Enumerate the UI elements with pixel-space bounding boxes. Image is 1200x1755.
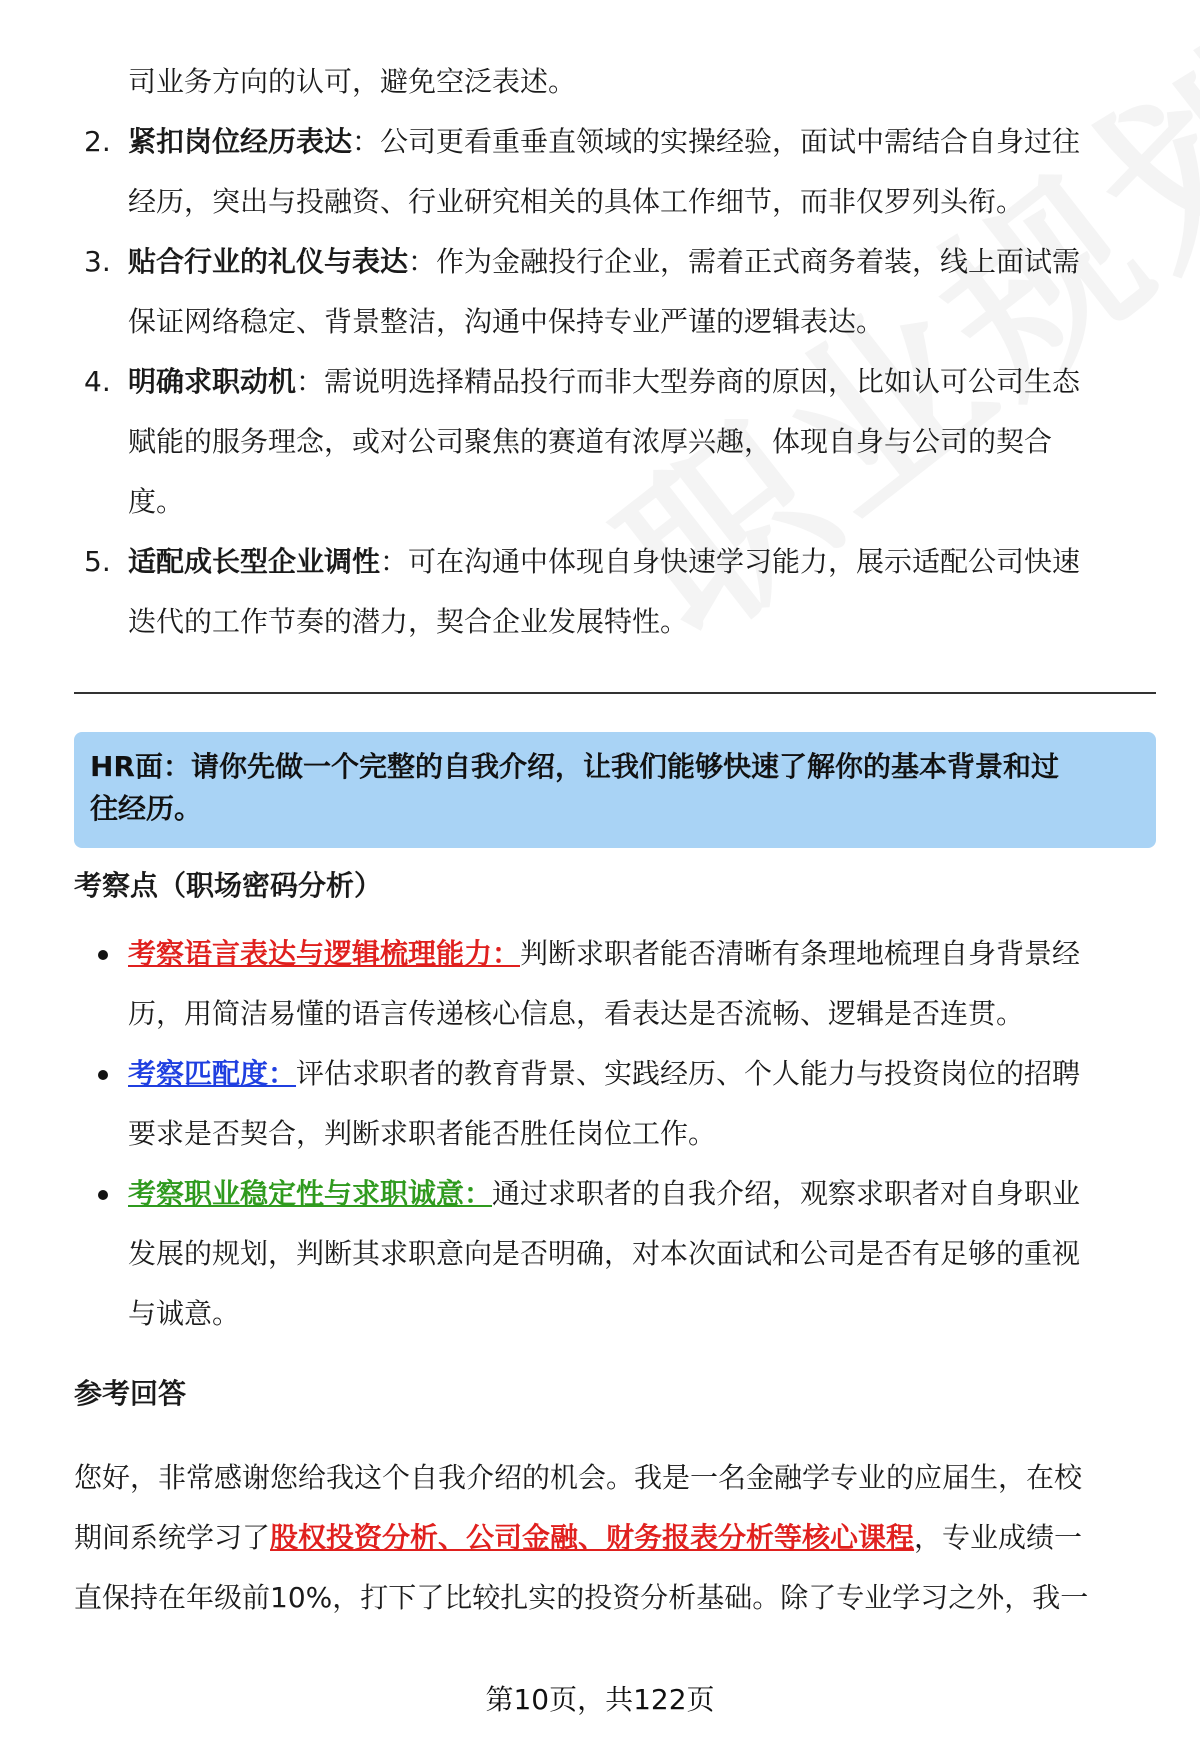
item-number: 2. [84,125,111,158]
page-footer: 第10页，共122页 [485,1683,715,1716]
item-number: 5. [84,545,111,578]
item-number: 4. [84,365,111,398]
question-line: 往经历。 [90,792,203,825]
point-label: 考察职业稳定性与求职诚意： [128,1177,493,1210]
list-item: 考察匹配度：评估求职者的教育背景、实践经历、个人能力与投资岗位的招聘 要求是否契合，判断求职者能否胜任岗位工作。 [74,1044,1156,1164]
numbered-list [74,112,1156,652]
question-callout [74,732,1156,848]
question-line: HR面：请你先做一个完整的自我介绍，让我们能够快速了解你的基本背景和过 [90,750,1059,783]
list-item: 考察语言表达与逻辑梳理能力：判断求职者能否清晰有条理地梳理自身背景经 历，用简洁易懂的语言传递核心信息，看表达是否流畅、逻辑是否连贯。 [74,924,1156,1044]
bullet-dot-icon [74,1164,128,1224]
list-item: 2. 紧扣岗位经历表达：公司更看重垂直领域的实操经验，面试中需结合自身过往 经历，突出与投融资、行业研究相关的具体工作细节，而非仅罗列头衔。 [74,112,1156,232]
bullet-dot-icon [74,924,128,984]
item-title: 紧扣岗位经历表达 [128,125,353,158]
bullet-dot-icon [74,1044,128,1104]
bullet-list [74,924,1156,1344]
list-item: 3. 贴合行业的礼仪与表达：作为金融投行企业，需着正式商务着装，线上面试需 保证网络稳定、背景整洁，沟通中保持专业严谨的逻辑表达。 [74,232,1156,352]
kaocha-heading: 考察点（职场密码分析） [74,869,383,902]
list-item: 考察职业稳定性与求职诚意：通过求职者的自我介绍，观察求职者对自身职业 发展的规划，判断其求职意向是否明确，对本次面试和公司是否有足够的重视 与诚意。 [74,1164,1156,1344]
point-label: 考察匹配度： [128,1057,297,1090]
page-content [74,52,1156,1628]
list-item: 5. 适配成长型企业调性：可在沟通中体现自身快速学习能力，展示适配公司快速 迭代的工作节奏的潜力，契合企业发展特性。 [74,532,1156,652]
section-divider [74,692,1156,694]
answer-highlight: 股权投资分析、公司金融、财务报表分析等核心课程 [270,1521,915,1554]
item-title: 贴合行业的礼仪与表达 [128,245,409,278]
list-item: 4. 明确求职动机：需说明选择精品投行而非大型券商的原因，比如认可公司生态 赋能的服务理念，或对公司聚焦的赛道有浓厚兴趣，体现自身与公司的契合 度。 [74,352,1156,532]
item-number: 3. [84,245,111,278]
item-title: 明确求职动机 [128,365,297,398]
point-label: 考察语言表达与逻辑梳理能力： [128,937,521,970]
answer-paragraph: 您好，非常感谢您给我这个自我介绍的机会。我是一名金融学专业的应届生，在校 期间系统学习了股权投资分析、公司金融、财务报表分析等核心课程，专业成绩一 直保持在年级前10%，打下了比较扎实的投资分析基础。除了专业学习之外，我一 [74,1461,1089,1614]
answer-heading: 参考回答 [74,1377,187,1410]
item-title: 适配成长型企业调性 [128,545,381,578]
continuation-line: 司业务方向的认可，避免空泛表述。 [128,65,577,98]
